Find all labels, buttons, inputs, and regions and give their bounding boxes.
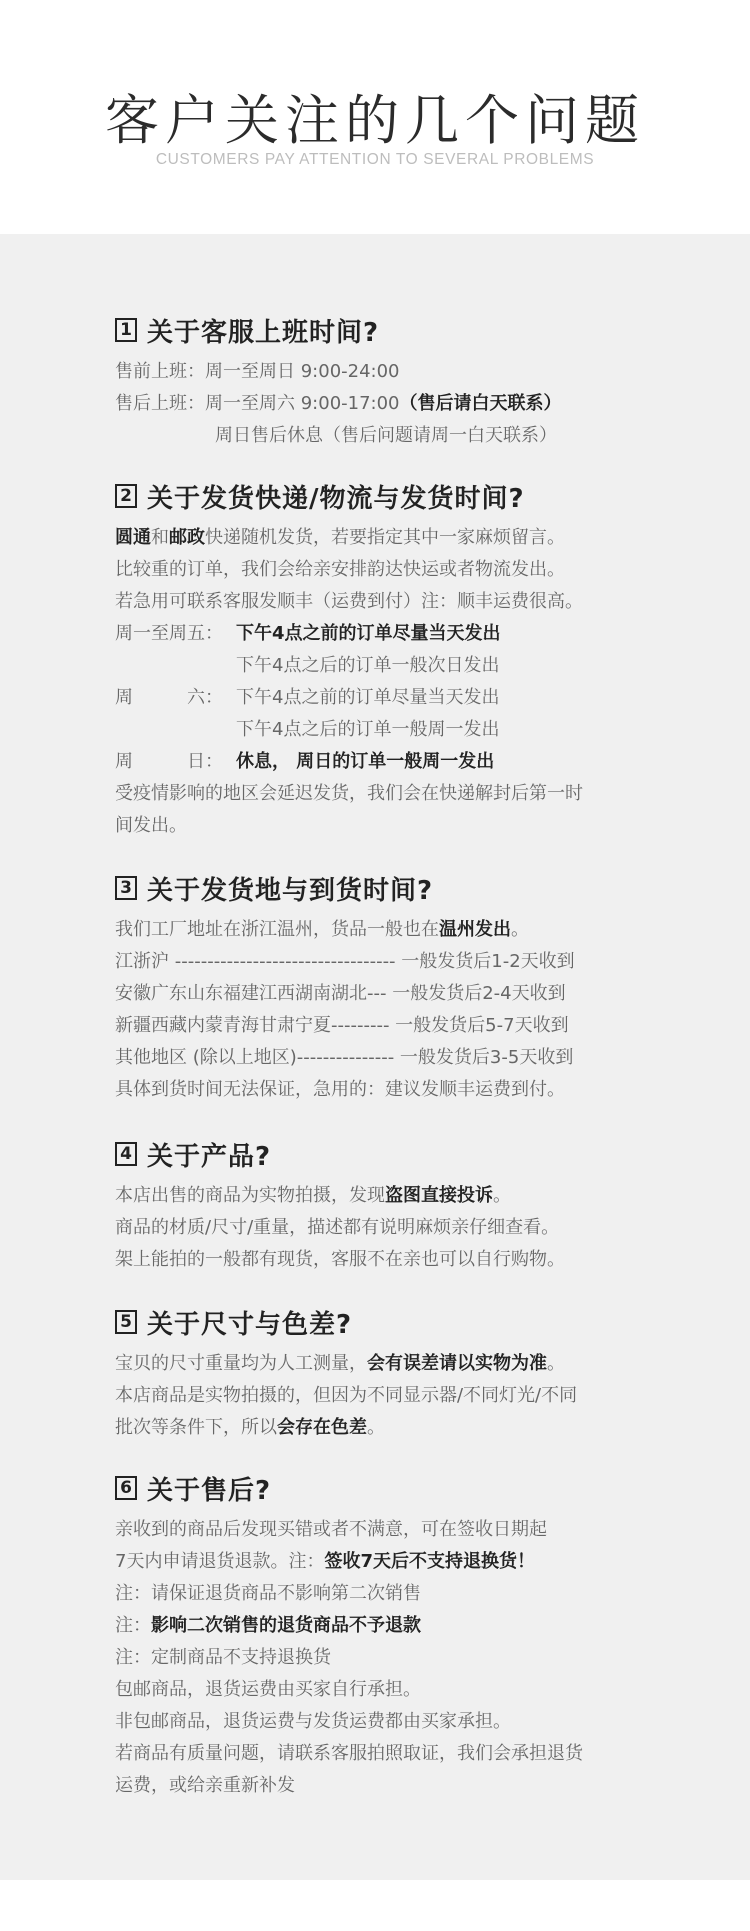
- faq-section-delivery: [115, 868, 645, 1106]
- text-line: 新疆西藏内蒙青海甘肃宁夏--------- 一般发货后5-7天收到: [115, 1015, 569, 1036]
- emphasis-text: 下午4点之前的订单尽量当天发出: [236, 623, 501, 644]
- text-line: [115, 914, 645, 946]
- faq-section-service-hours: [115, 310, 645, 452]
- text-line: 下午4点之后的订单一般周一发出: [236, 719, 500, 740]
- text-line: 宝贝的尺寸重量均为人工测量，: [115, 1353, 367, 1374]
- faq-section-product: [115, 1134, 645, 1276]
- faq-panel: [0, 234, 750, 1880]
- faq-section-after-sales: [115, 1468, 645, 1802]
- section-number-badge: 3: [115, 876, 137, 900]
- text-line: 售前上班：周一至周日 9:00-24:00: [115, 361, 400, 382]
- text-line: 批次等条件下，所以: [115, 1417, 277, 1438]
- emphasis-text: 会有误差请以实物为准: [367, 1353, 547, 1374]
- section-header: [115, 310, 645, 350]
- schedule-label: 周 日：: [115, 751, 223, 772]
- section-number-badge: 1: [115, 318, 137, 342]
- section-title: 关于售后?: [147, 1475, 272, 1506]
- emphasis-text: 邮政: [169, 527, 205, 548]
- section-title: 关于尺寸与色差?: [147, 1309, 353, 1340]
- text-line: [115, 1546, 645, 1578]
- text-line: [115, 1180, 645, 1212]
- section-header: [115, 868, 645, 908]
- text-line: 下午4点之后的订单一般次日发出: [236, 655, 500, 676]
- emphasis-text: 会存在色差: [277, 1417, 367, 1438]
- text-line: [115, 522, 645, 554]
- emphasis-text: 影响二次销售的退货商品不予退款: [151, 1615, 421, 1636]
- text-line: 具体到货时间无法保证，急用的：建议发顺丰运费到付。: [115, 1079, 565, 1100]
- text-line: 售后上班：周一至周六 9:00-17:00: [115, 393, 400, 414]
- text-line: [115, 356, 645, 388]
- text-line: 我们工厂地址在浙江温州，货品一般也在: [115, 919, 439, 940]
- section-title: 关于发货快递/物流与发货时间?: [147, 483, 525, 514]
- text-line: [115, 1610, 645, 1642]
- text-line: 其他地区 (除以上地区)--------------- 一般发货后3-5天收到: [115, 1047, 574, 1068]
- section-title: 关于发货地与到货时间?: [147, 875, 434, 906]
- section-title: 关于客服上班时间?: [147, 317, 380, 348]
- text-line: 周日售后休息（售后问题请周一白天联系）: [215, 425, 557, 446]
- text-line: 注：: [115, 1615, 151, 1636]
- emphasis-text: 盗图直接投诉: [385, 1185, 493, 1206]
- text-line: 受疫情影响的地区会延迟发货，我们会在快递解封后第一时: [115, 783, 583, 804]
- emphasis-text: 温州发出: [439, 919, 511, 940]
- text-line: [115, 746, 645, 778]
- emphasis-text: （售后请白天联系）: [399, 393, 562, 414]
- text-line: [115, 1412, 645, 1444]
- text-line: 7天内申请退货退款。注：: [115, 1551, 325, 1572]
- text-line: [115, 420, 645, 452]
- text-line: 运费，或给亲重新补发: [115, 1775, 295, 1796]
- text-line: 安徽广东山东福建江西湖南湖北--- 一般发货后2-4天收到: [115, 983, 566, 1004]
- page-title: 客户关注的几个问题: [105, 89, 645, 152]
- text-line: 江浙沪 ---------------------------------- 一般发货后1-2天收到: [115, 951, 575, 972]
- text-line: 比较重的订单，我们会给亲安排韵达快运或者物流发出。: [115, 559, 565, 580]
- text-line: 亲收到的商品后发现买错或者不满意，可在签收日期起: [115, 1519, 547, 1540]
- emphasis-text: 签收7天后不支持退换货！: [324, 1551, 535, 1572]
- text-line: 本店出售的商品为实物拍摄，发现: [115, 1185, 385, 1206]
- faq-section-size-color: [115, 1302, 645, 1444]
- emphasis-text: 圆通: [115, 527, 151, 548]
- text-line: 架上能拍的一般都有现货，客服不在亲也可以自行购物。: [115, 1249, 565, 1270]
- text-line: 和: [151, 527, 169, 548]
- section-header: [115, 476, 645, 516]
- section-number-badge: 5: [115, 1310, 137, 1334]
- schedule-label: 周一至周五：: [115, 623, 223, 644]
- text-line: 若商品有质量问题，请联系客服拍照取证，我们会承担退货: [115, 1743, 583, 1764]
- section-number-badge: 2: [115, 484, 137, 508]
- text-line: 本店商品是实物拍摄的，但因为不同显示器/不同灯光/不同: [115, 1385, 578, 1406]
- text-line: 。: [511, 919, 529, 940]
- text-line: 。: [493, 1185, 511, 1206]
- section-number-badge: 4: [115, 1142, 137, 1166]
- text-line: [115, 388, 645, 420]
- text-line: 注：定制商品不支持退换货: [115, 1647, 331, 1668]
- page-subtitle: CUSTOMERS PAY ATTENTION TO SEVERAL PROBLEMS: [155, 151, 595, 168]
- text-line: 快递随机发货，若要指定其中一家麻烦留言。: [205, 527, 565, 548]
- section-header: [115, 1302, 645, 1342]
- text-line: 注：请保证退货商品不影响第二次销售: [115, 1583, 421, 1604]
- schedule-label: 周 六：: [115, 687, 223, 708]
- emphasis-text: 休息， 周日的订单一般周一发出: [236, 751, 495, 772]
- section-header: [115, 1468, 645, 1508]
- section-header: [115, 1134, 645, 1174]
- text-line: [115, 1348, 645, 1380]
- faq-section-shipping: [115, 476, 645, 842]
- page-header: [0, 0, 750, 234]
- text-line: 非包邮商品，退货运费与发货运费都由买家承担。: [115, 1711, 511, 1732]
- text-line: [115, 682, 645, 714]
- text-line: 间发出。: [115, 815, 187, 836]
- text-line: 包邮商品，退货运费由买家自行承担。: [115, 1679, 421, 1700]
- text-line: 。: [547, 1353, 565, 1374]
- text-line: 下午4点之前的订单尽量当天发出: [236, 687, 500, 708]
- text-line: 。: [367, 1417, 385, 1438]
- text-line: 若急用可联系客服发顺丰（运费到付）注：顺丰运费很高。: [115, 591, 583, 612]
- section-title: 关于产品?: [147, 1141, 272, 1172]
- section-number-badge: 6: [115, 1476, 137, 1500]
- text-line: [115, 618, 645, 650]
- text-line: 商品的材质/尺寸/重量，描述都有说明麻烦亲仔细查看。: [115, 1217, 560, 1238]
